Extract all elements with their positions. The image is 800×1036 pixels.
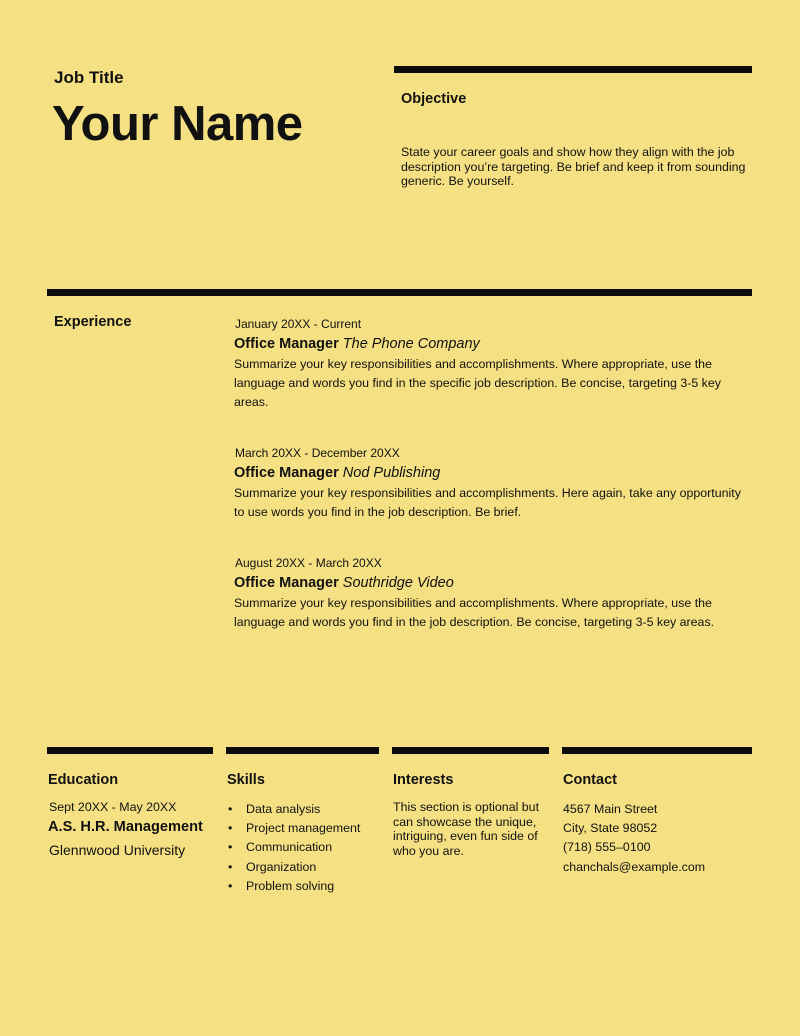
- bullet-icon: •: [228, 821, 233, 836]
- education-degree: A.S. H.R. Management: [48, 819, 203, 835]
- job-role: [234, 335, 754, 354]
- job-dates: August 20XX - March 20XX: [235, 556, 382, 570]
- job-role: [234, 464, 754, 483]
- job-dates: March 20XX - December 20XX: [235, 446, 400, 460]
- job-role: [234, 574, 754, 593]
- bullet-icon: •: [228, 878, 233, 893]
- contact-heading: Contact: [563, 772, 617, 788]
- bullet-icon: •: [228, 802, 233, 816]
- skill-item: [228, 819, 360, 838]
- contact-email: chanchals@example.com: [563, 859, 706, 874]
- job-title-label: Office Manager: [234, 465, 339, 481]
- skill-item: [228, 877, 360, 896]
- experience-heading: Experience: [54, 314, 132, 330]
- candidate-name: Your Name: [52, 97, 303, 151]
- contact-list: [563, 800, 705, 877]
- skill-item: [228, 800, 360, 819]
- experience-entry: [234, 445, 754, 522]
- education-rule: [47, 747, 213, 754]
- skill-label: Data analysis: [246, 802, 321, 816]
- job-summary: Summarize your key responsibilities and accomplishments. Here again, take any opportunity to use words you find in the job description. Be brief.: [234, 486, 741, 519]
- objective-text: State your career goals and show how they align with the job description you’re targeting. Be brief and keep it from sounding generic. Be yourself.: [401, 145, 746, 189]
- job-summary: Summarize your key responsibilities and accomplishments. Where appropriate, use the language and words you find in the job description. Be concise, targeting 3-5 key areas.: [234, 596, 715, 629]
- contact-street: 4567 Main Street: [563, 802, 658, 816]
- skill-item: [228, 858, 360, 877]
- skill-label: Organization: [246, 859, 317, 874]
- contact-rule: [562, 747, 752, 754]
- objective-heading: Objective: [401, 91, 467, 107]
- skills-heading: Skills: [227, 772, 265, 788]
- job-title-label: Office Manager: [234, 336, 339, 352]
- experience-entry: [234, 555, 754, 632]
- job-summary: Summarize your key responsibilities and accomplishments. Where appropriate, use the language and words you find in the specific job description. Be concise, targeting 3-5 key areas.: [234, 357, 721, 409]
- company-name: The Phone Company: [342, 336, 480, 352]
- skill-label: Problem solving: [246, 878, 335, 893]
- bullet-icon: •: [228, 859, 233, 874]
- education-heading: Education: [48, 772, 119, 788]
- objective-rule: [394, 66, 752, 73]
- company-name: Southridge Video: [342, 575, 454, 591]
- company-name: Nod Publishing: [342, 465, 441, 481]
- education-dates: Sept 20XX - May 20XX: [49, 800, 177, 814]
- education-school: Glennwood University: [49, 842, 186, 858]
- experience-entry: [234, 316, 754, 412]
- skills-list: [228, 800, 360, 896]
- contact-phone: (718) 555–0100: [563, 840, 651, 855]
- skill-label: Communication: [246, 840, 333, 855]
- job-title: Job Title: [54, 68, 124, 87]
- interests-rule: [392, 747, 549, 754]
- interests-heading: Interests: [393, 772, 454, 788]
- contact-city: City, State 98052: [563, 821, 658, 836]
- skill-label: Project management: [246, 821, 361, 836]
- skill-item: [228, 838, 360, 857]
- interests-text: This section is optional but can showcase the unique, intriguing, even fun side of who you are.: [393, 800, 540, 858]
- job-title-label: Office Manager: [234, 575, 339, 591]
- bullet-icon: •: [228, 840, 233, 855]
- job-dates: January 20XX - Current: [235, 317, 362, 331]
- skills-rule: [226, 747, 379, 754]
- experience-rule: [47, 289, 752, 296]
